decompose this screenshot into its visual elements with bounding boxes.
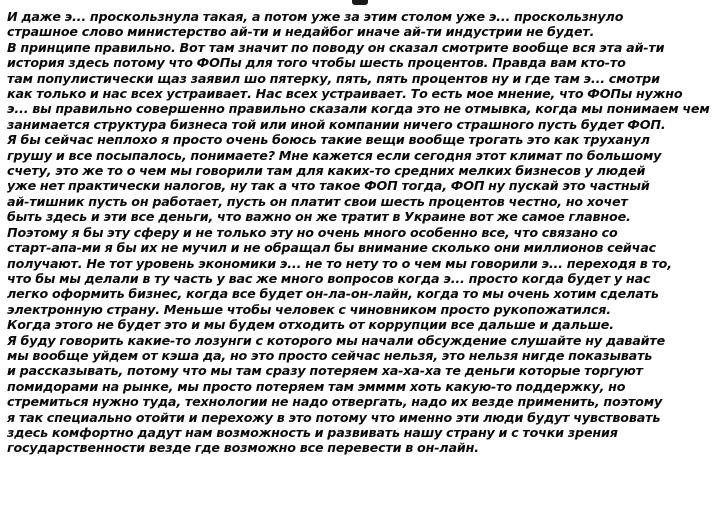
text-line-24: и рассказывать, потому что мы там сразу потеряем ха-ха-ха те деньги которые торгуют — [7, 363, 643, 379]
text-line-18: что бы мы делали в ту часть у вас же много вопросов когда э... просто когда будет у нас — [7, 270, 651, 286]
text-line-23: мы вообще уйдем от кэша да, но это просто сейчас нельзя, это нельзя нигде показывать — [7, 347, 653, 363]
text-line-5: там популистически щаз заявил шо пятерку, пять, пять процентов ну и где там э... смотри — [7, 70, 660, 86]
text-line-15: Поэтому я бы эту сферу и не только эту но очень много особенно все, что связано со — [7, 224, 618, 240]
text-line-19: легко оформить бизнес, когда все будет он-ла-он-лайн, когда то мы очень хотим сделать — [7, 286, 659, 302]
text-line-8: занимается структура бизнеса той или иной компании ничего страшного пусть будет ФОП. — [7, 116, 666, 132]
text-line-17: получают. Не тот уровень экономики э... не то нету то о чем мы говорили э... переходя в то, — [7, 255, 672, 271]
text-line-10: грушу и все посыпалось, понимаете? Мне кажется если сегодня этот климат по большому — [7, 147, 662, 163]
text-line-9: Я бы сейчас неплохо я просто очень боюсь такие вещи вообще трогать это как труханул — [7, 132, 650, 148]
text-line-27: я так специально отойти и перехожу в это потому что именно эти люди будут чувствовать — [7, 409, 661, 425]
text-line-13: ай-тишник пусть он работает, пусть он платит свои шесть процентов честно, но хочет — [7, 193, 628, 209]
text-line-14: быть здесь и эти все деньги, что важно он же тратит в Украине вот же самое главное. — [7, 209, 631, 225]
text-line-6: как только и нас всех устраивает. Нас всех устраивает. То есть мое мнение, что ФОПы нужно — [7, 86, 683, 102]
text-line-29: государственности везде где возможно все перевести в он-лайн. — [7, 440, 479, 456]
text-line-26: стремиться нужно туда, технологии не надо отвергать, надо их везде применить, поэтому — [7, 394, 663, 410]
text-line-28: здесь комфортно дадут нам возможность и развивать нашу страну и с точки зрения — [7, 424, 618, 440]
text-line-1: И даже э... проскользнула такая, а потом уже за этим столом уже э... проскользнуло — [7, 9, 624, 24]
text-line-16: старт-апа-ми я бы их не мучил и не обращал бы внимание сколько они миллионов сейчас — [7, 240, 657, 256]
text-line-4: история здесь потому что ФОПы для того чтобы шесть процентов. Правда вам кто-то — [7, 55, 626, 71]
text-line-21: Когда этого не будет это и мы будем отходить от коррупции все дальше и дальше. — [7, 317, 614, 333]
text-line-7: э... вы правильно совершенно правильно сказали когда это не отмывка, когда мы понимаем чем — [7, 101, 710, 117]
text-line-20: электронную страну. Меньше чтобы человек с чиновником просто рукопожатился. — [7, 301, 611, 317]
text-line-11: счету, это же то о чем мы говорили там для каких-то средних мелких бизнесов у людей — [7, 163, 646, 179]
text-line-25: помидорами на рынке, мы просто потеряем там эмммм хоть какую-то поддержку, но — [7, 378, 626, 394]
text-line-12: уже нет практически налогов, ну так а что такое ФОП тогда, ФОП ну пускай это частный — [7, 178, 650, 194]
text-line-22: Я буду говорить какие-то лозунги с которого мы начали обсуждение слушайте ну давайте — [7, 332, 666, 348]
text-line-3: В принципе правильно. Вот там значит по поводу он сказал смотрите вообще вся эта ай-ти — [7, 39, 665, 55]
text-line-2: страшное слово министерство ай-ти и недайбог иначе ай-ти индустрии не будет. — [7, 24, 595, 40]
